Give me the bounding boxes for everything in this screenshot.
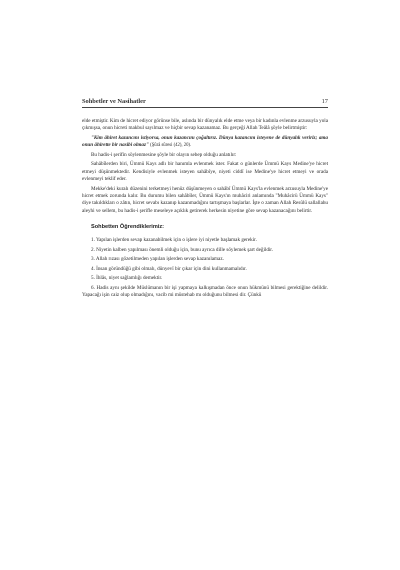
paragraph: Bu hadis-i şerifin söylenmesine şöyle bir olayın sebep olduğu anlatılır: (91, 151, 237, 158)
paragraph: Sahâbîlerden biri, Ümmü Kays adlı bir hanımla evlenmek ister. Fakat o günlerde Ümmü Kays Medine'ye hicret etmeyi düşünmektedir. Kendisiyle evlenmek isteyen sahâbîye, niyeti ciddî ise Medine'ye hicret etmeyi ve orada evlenmeyi teklif eder. (82, 161, 328, 182)
lesson-item: 2. Niyetin kalben yapılması önemli olduğu için, bunu ayrıca dille söylemek şart değildir. (91, 246, 274, 253)
lesson-item: 6. Hadis aynı şekilde Müslümanın bir işi yapmaya kalkışmadan önce onun hükmünü bilmesi gerektiğine delildir. Yapacağı işin caiz olup olmadığını, vacib mi müstehab mı olduğunu bilmesi dir. Çünkü (82, 284, 328, 299)
lesson-item: 4. İnsan göründüğü gibi olmalı, dünyevî bir çıkar için dini kullanmamalıdır. (91, 265, 247, 272)
quote-source: (Şûrâ sûresi (42), 20). (150, 143, 192, 149)
quote-block (82, 135, 328, 150)
paragraph: elde etmiştir. Kim de hicret ediyor görünse bile, aslında bir dünyalık elde etme veya bir kadınla evlenme arzusuyla yola çıkmışsa, onun hicreti makbul sayılmaz ve hiçbir sevap kazanamaz. Bu gerçeği Allah Teâlâ şöyle belirtmiştir: (82, 118, 328, 132)
lesson-item: 5. İhlâs, niyet sağlamlığı demektir. (91, 275, 163, 282)
lesson-item: 1. Yapılan işlerden sevap kazanabilmek için o işlere iyi niyetle başlamak gerekir. (91, 237, 257, 244)
book-page (82, 98, 328, 302)
paragraph: Mekke'deki kuralı düzenini terketmeyi henüz düşünmeyen o sahâbî Ümmü Kays'la evlenmek arzusuyla Medine'ye hicret etmek zorunda kalır. Bu durumu bilen sahâbîler, Ümmü Kays'ın muhâciri anlamında "Muhâcirü Ümmü Kays" diye takıldıkları o zâtın, hicret sevabı kazanıp kazanmadığını tartışmaya başlarlar. İşte o zaman Allah Resûlü sallallahu aleyhi ve sellem, bu hadis-i şerifle meseleye açıklık getirerek herkesin niyetine göre sevap kazanacağını belirtir. (82, 185, 328, 214)
running-header (82, 98, 328, 108)
body-text (82, 118, 328, 300)
lesson-item: 3. Allah rızası gözetilmeden yapılan işlerden sevap kazanılamaz. (91, 256, 224, 263)
header-title: Sohbetler ve Nasihatler (82, 98, 146, 105)
quote-text: "Kim âhiret kazancını istiyorsa, onun kazancını çoğaltırız. Dünya kazancını isteyene de dünyalık veririz; ama onun âhirette bir nasibi olmaz" (82, 134, 328, 149)
page-number: 17 (321, 98, 328, 105)
section-title: Sohbetten Öğrendiklerimiz: (91, 223, 165, 230)
